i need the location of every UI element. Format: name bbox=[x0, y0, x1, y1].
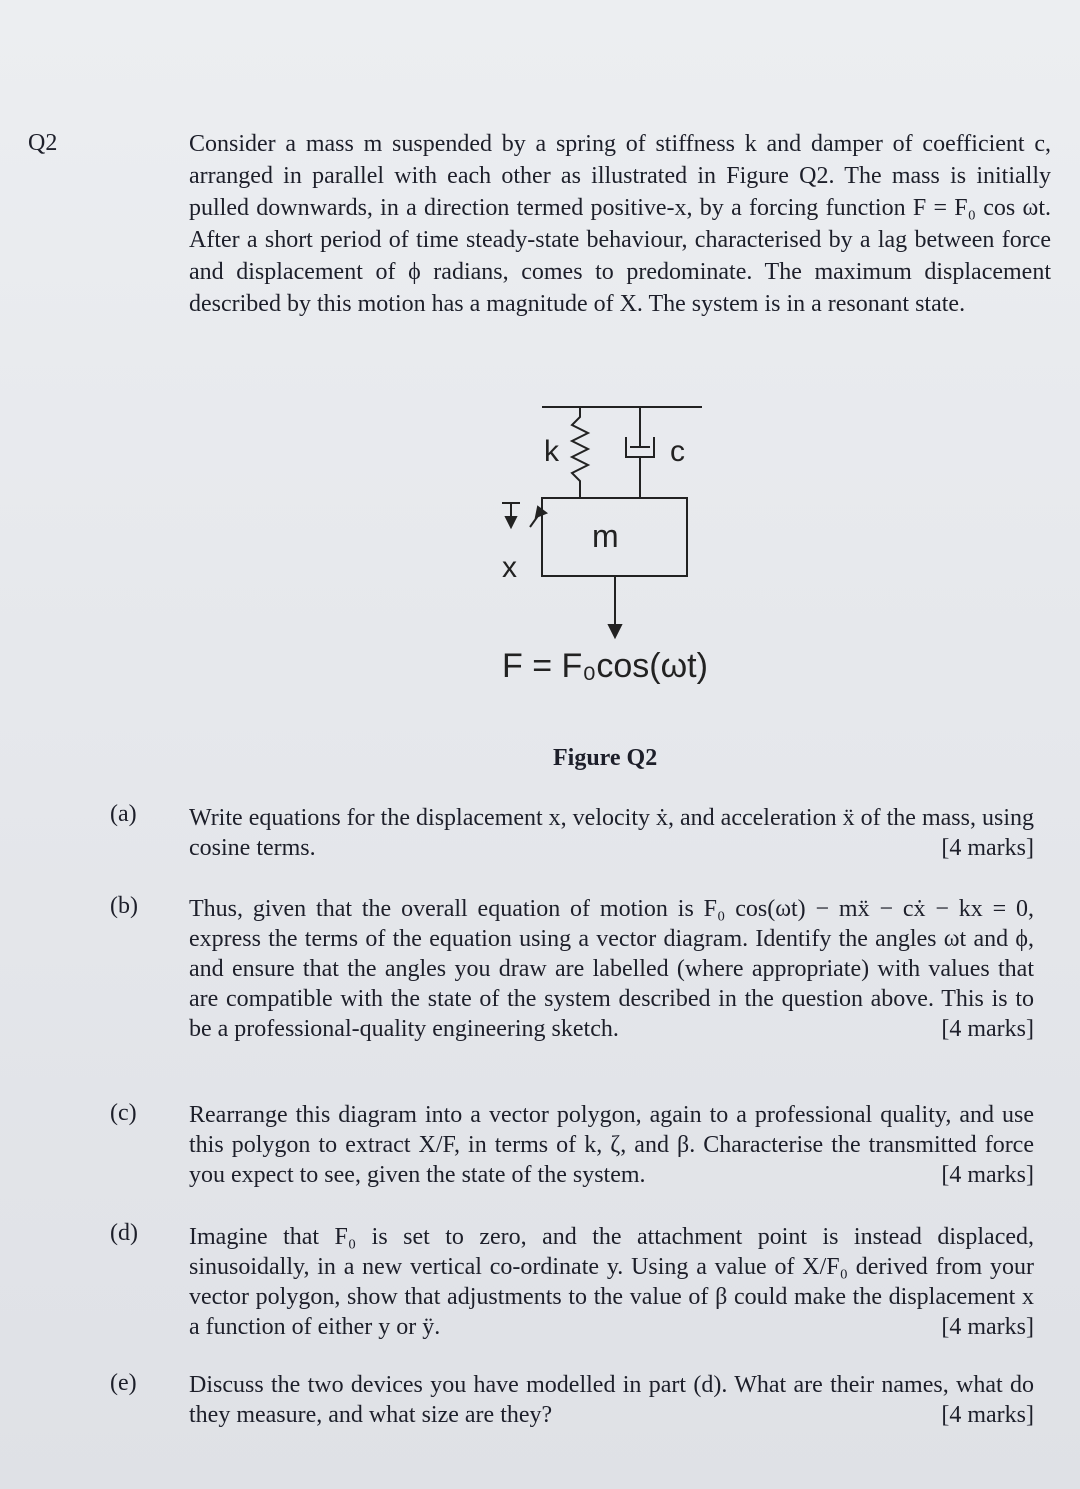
mass-label: m bbox=[592, 518, 619, 554]
damper-label: c bbox=[670, 435, 685, 468]
part-c-marks: [4 marks] bbox=[941, 1162, 1034, 1188]
part-a-text: Write equations for the displacement x, velocity ẋ, and acceleration ẍ of the mass, using cosine terms. bbox=[189, 805, 1034, 861]
part-e-label: (e) bbox=[110, 1370, 137, 1396]
spring-label: k bbox=[544, 435, 559, 468]
part-a-marks: [4 marks] bbox=[941, 835, 1034, 861]
part-a bbox=[189, 803, 1034, 863]
displacement-arrow-icon bbox=[502, 503, 546, 527]
question-intro: Consider a mass m suspended by a spring of stiffness k and damper of coefficient c, arranged in parallel with each other as illustrated in Figure Q2. The mass is initially pulled downwards, in a direction termed positive-x, by a forcing function F = F₀ cos ωt. After a short period of time steady-state behaviour, characterised by a lag between force and displacement of ϕ radians, comes to predominate. The maximum displacement described by this motion has a magnitude of X. The system is in a resonant state. bbox=[189, 131, 1051, 317]
part-e-text: Discuss the two devices you have modelled in part (d). What are their names, what do they measure, and what size are they? bbox=[189, 1372, 1034, 1428]
part-e bbox=[189, 1370, 1034, 1430]
part-d-text: Imagine that F₀ is set to zero, and the attachment point is instead displaced, sinusoidally, in a new vertical co-ordinate y. Using a value of X/F₀ derived from your vector polygon, show that adjustments to the value of β could make the displacement x a function of either y or ÿ. bbox=[189, 1224, 1034, 1340]
damper-icon bbox=[626, 407, 654, 498]
part-e-marks: [4 marks] bbox=[941, 1402, 1034, 1428]
force-label: F = F₀cos(ωt) bbox=[502, 647, 708, 685]
question-number: Q2 bbox=[28, 130, 58, 156]
part-c-label: (c) bbox=[110, 1100, 137, 1126]
part-b-label: (b) bbox=[110, 893, 138, 919]
part-c bbox=[189, 1100, 1034, 1190]
force-arrow-icon bbox=[609, 576, 621, 637]
part-b bbox=[189, 894, 1034, 1044]
part-b-marks: [4 marks] bbox=[941, 1016, 1034, 1042]
part-b-text: Thus, given that the overall equation of motion is F₀ cos(ωt) − mẍ − cẋ − kx = 0, express the terms of the equation using a vector diagram. Identify the angles ωt and ϕ, and ensure that the angles you draw are labelled (where appropriate) with values that are compatible with the state of the system described in the question above. This is to be a professional-quality engineering sketch. bbox=[189, 896, 1034, 1042]
part-c-text: Rearrange this diagram into a vector polygon, again to a professional quality, and use this polygon to extract X/F, in terms of k, ζ, and β. Characterise the transmitted force you expect to see, given the state of the system. bbox=[189, 1102, 1034, 1188]
part-d-marks: [4 marks] bbox=[941, 1314, 1034, 1340]
part-d bbox=[189, 1222, 1034, 1342]
spring-icon bbox=[572, 407, 588, 498]
figure-q2-diagram bbox=[480, 395, 780, 695]
part-d-label: (d) bbox=[110, 1220, 138, 1246]
displacement-label: x bbox=[502, 551, 517, 584]
figure-caption: Figure Q2 bbox=[553, 745, 658, 771]
part-a-label: (a) bbox=[110, 801, 137, 827]
